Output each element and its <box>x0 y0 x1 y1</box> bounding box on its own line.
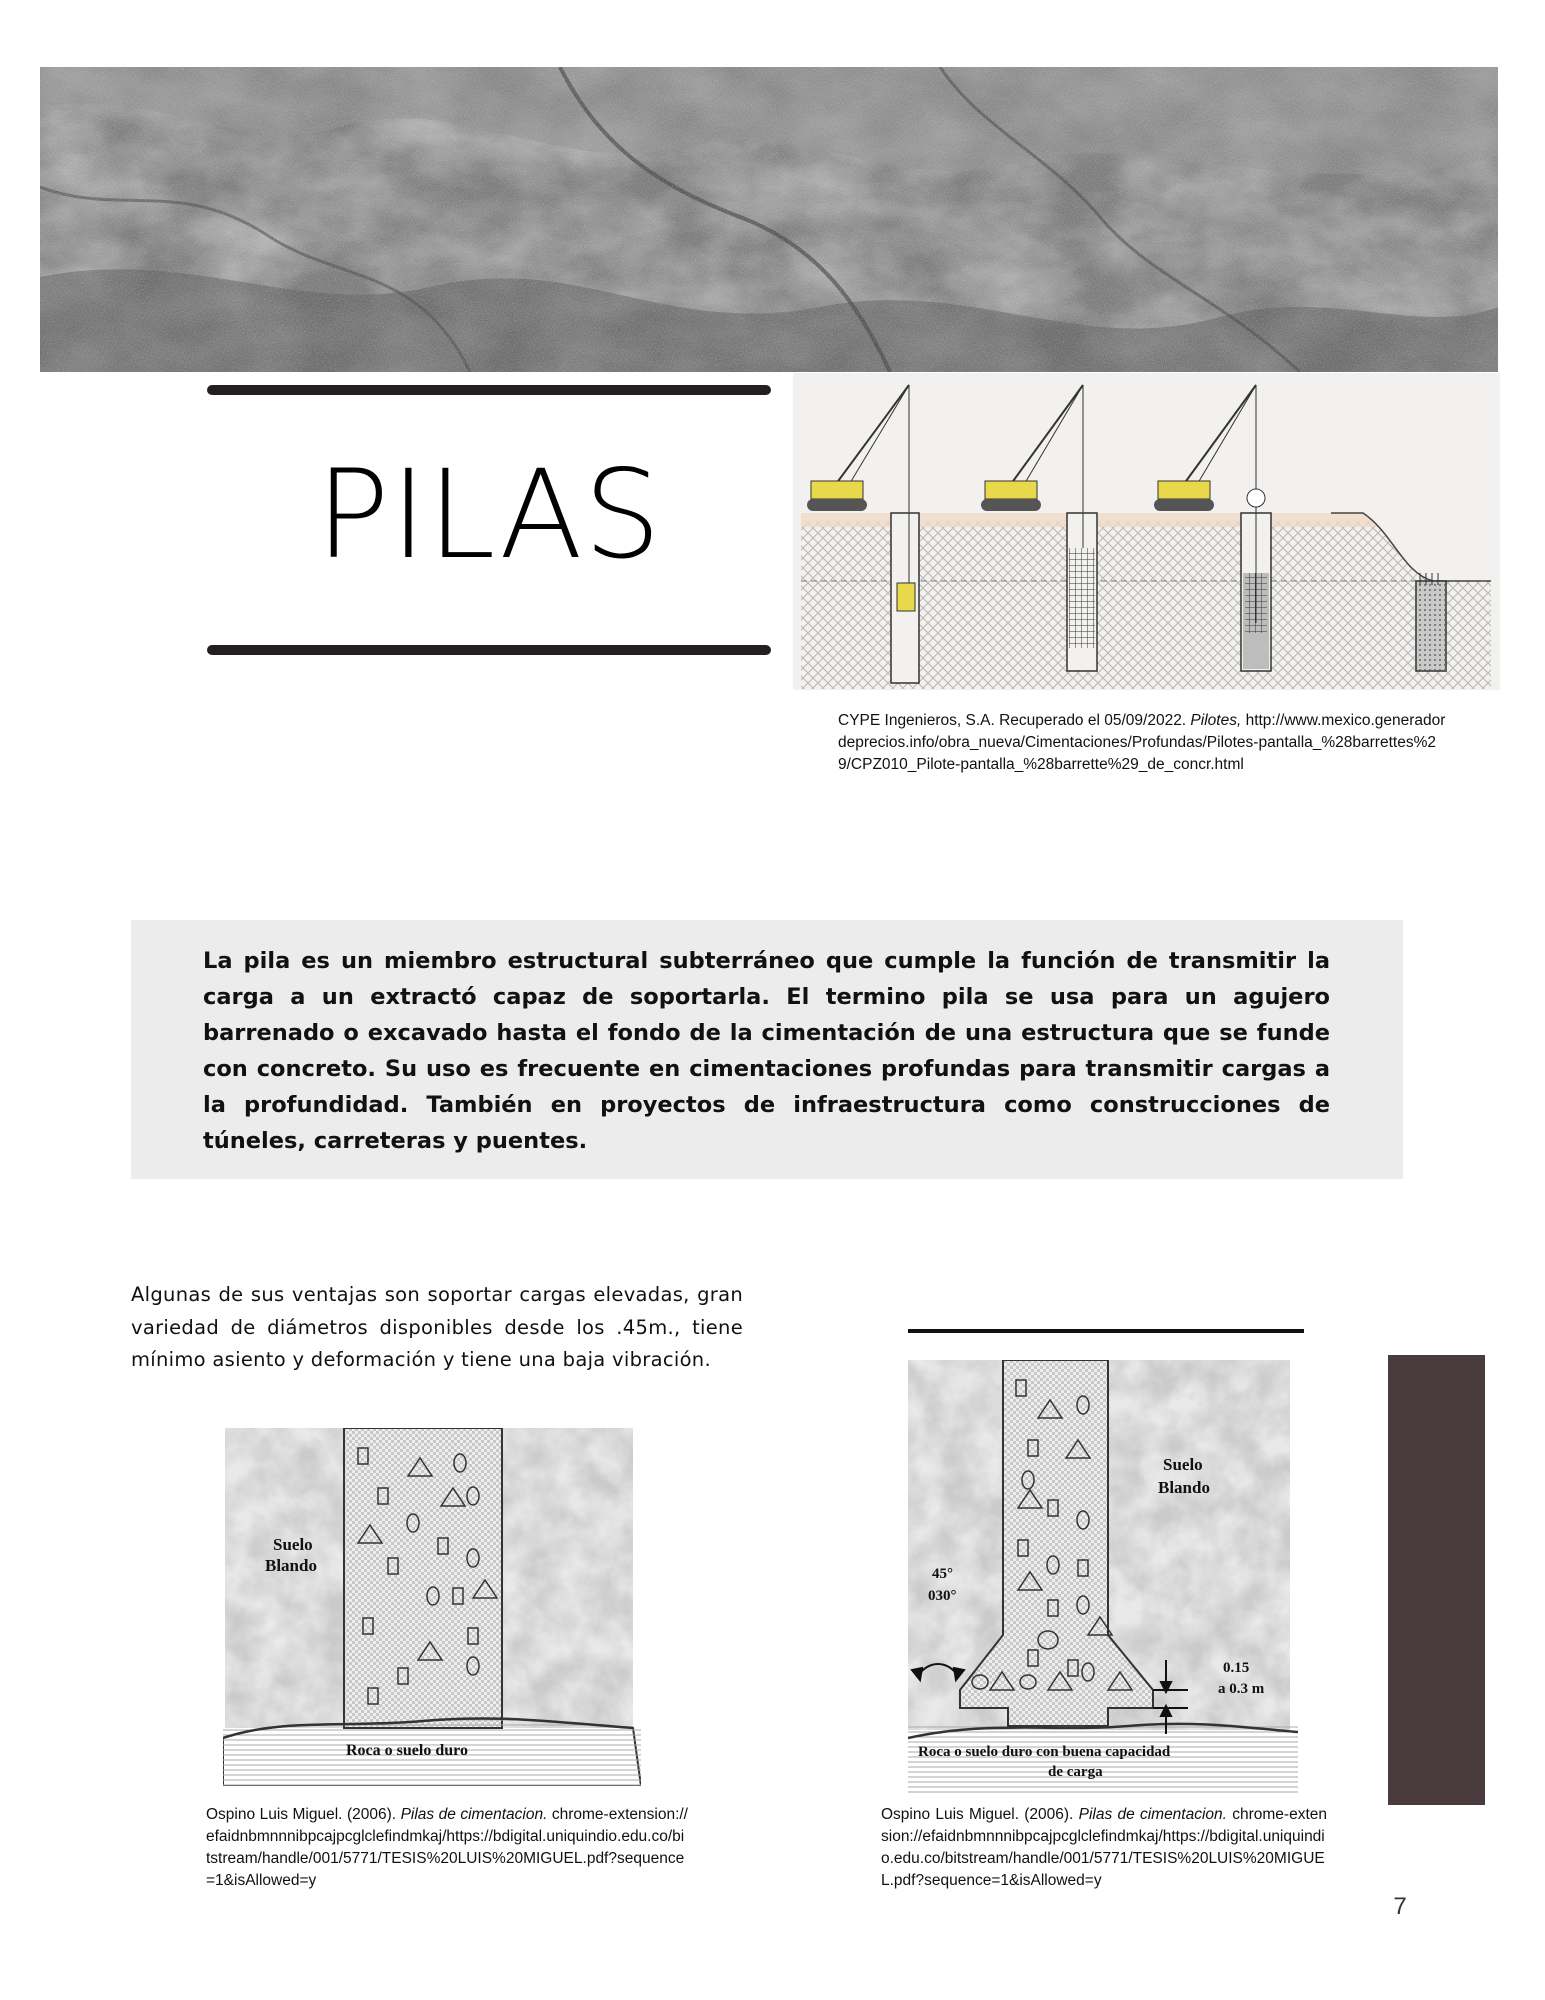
angle-label-1: 45° <box>932 1566 953 1582</box>
soil-label-1: Suelo <box>1163 1455 1203 1474</box>
soil-label-1: Suelo <box>273 1535 313 1554</box>
rock-label-2: de carga <box>1048 1764 1103 1780</box>
header-texture-image <box>40 67 1498 372</box>
caption-title: Pilas de cimentacion. <box>1078 1806 1227 1823</box>
caption-title: Pilas de cimentacion. <box>400 1806 548 1823</box>
caption-url: http://www.mexico.generadordeprecios.info/obra_nueva/Cimentaciones/Profundas/Pilotes-pantalla_%28barrettes%29/CPZ010_Pilote-pantalla_%28barrette%29_de_concr.html <box>838 712 1446 773</box>
piling-sequence-figure <box>793 373 1500 690</box>
angle-label-2: 030° <box>928 1588 957 1604</box>
figure-caption-piling <box>838 710 1448 776</box>
pile-finished <box>1416 573 1446 671</box>
figure-caption-left <box>206 1804 688 1892</box>
soil-label-2: Blando <box>1158 1478 1210 1497</box>
soil-label-2: Blando <box>265 1556 317 1575</box>
definition-text: La pila es un miembro estructural subterráneo que cumple la función de transmitir la carga a un extractó capaz de soportarla. El termino pila se usa para un agujero barrenado o excavado hasta el fondo de la cimentación de una estructura que se funde con concreto. Su uso es frecuente en cimentaciones profundas para transmitir cargas a la profundidad. También en proyectos de infraestructura como construcciones de túneles, carreteras y puentes. <box>203 948 1330 1154</box>
page-title: PILAS <box>315 444 663 586</box>
title-rule-bottom <box>207 645 771 655</box>
figure-rule <box>908 1329 1304 1333</box>
caption-source: CYPE Ingenieros, S.A. Recuperado el 05/09/2022. <box>838 712 1191 729</box>
dimension-label-1: 0.15 <box>1223 1660 1250 1676</box>
caption-url: chrome-extension://efaidnbmnnnibpcajpcglclefindmkaj/https://bdigital.uniquindio.edu.co/bitstream/handle/001/5771/TESIS%20LUIS%20MIGUEL.pdf?sequence=1&isAllowed=y <box>206 1806 688 1889</box>
caption-url: chrome-extension://efaidnbmnnnibpcajpcglclefindmkaj/https://bdigital.uniquindio.edu.co/bitstream/handle/001/5771/TESIS%20LUIS%20MIGUEL.pdf?sequence=1&isAllowed=y <box>881 1806 1327 1889</box>
title-rule-top <box>207 385 771 395</box>
dimension-label-2: a 0.3 m <box>1218 1681 1265 1697</box>
rock-label-1: Roca o suelo duro con buena capacidad <box>918 1744 1171 1760</box>
decorative-side-bar <box>1388 1355 1485 1805</box>
page-number: 7 <box>1393 1893 1407 1920</box>
advantages-paragraph: Algunas de sus ventajas son soportar cargas elevadas, gran variedad de diámetros disponibles desde los .45m., tiene mínimo asiento y deformación y tiene una baja vibración. <box>131 1283 743 1371</box>
figure-caption-right <box>881 1804 1327 1892</box>
caption-title: Pilotes, <box>1190 712 1242 729</box>
caption-source: Ospino Luis Miguel. (2006). <box>881 1806 1079 1823</box>
straight-pile-figure <box>223 1428 641 1786</box>
caption-source: Ospino Luis Miguel. (2006). <box>206 1806 401 1823</box>
belled-pile-figure <box>908 1360 1298 1795</box>
rock-label: Roca o suelo duro <box>346 1742 468 1759</box>
